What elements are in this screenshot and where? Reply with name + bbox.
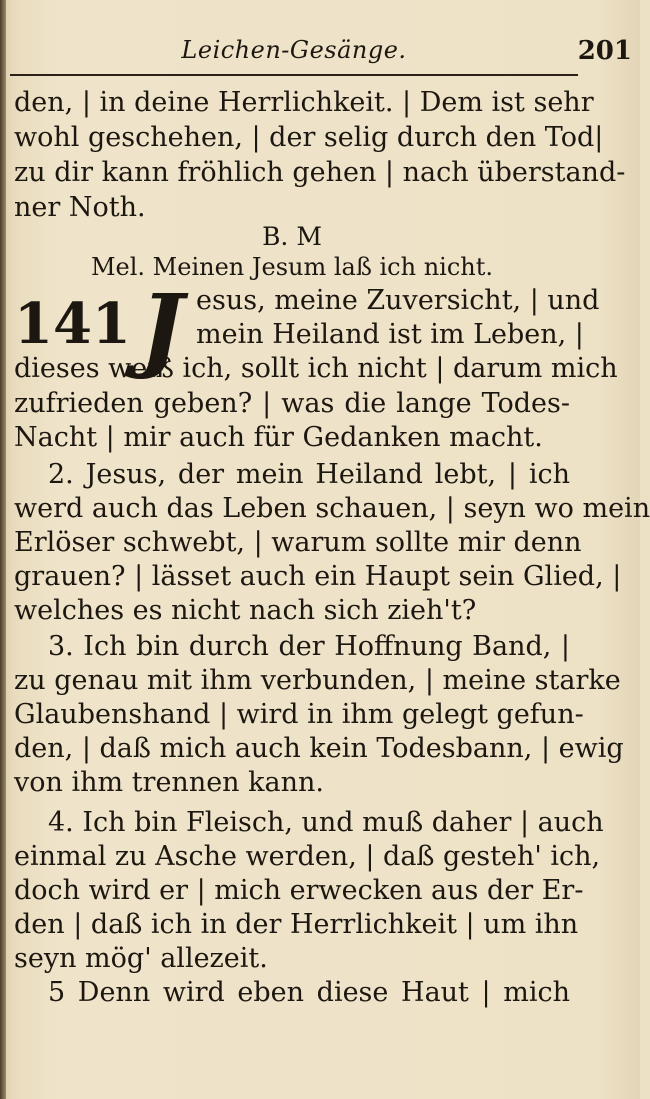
verse-line: Erlöser schwebt, | warum sollte mir denn — [14, 527, 582, 558]
verse-line: grauen? | lässet auch ein Haupt sein Glied, | — [14, 561, 622, 592]
text-line: esus, meine Zuversicht, | und — [196, 285, 600, 316]
text-line: zu dir kann fröhlich gehen | nach überstand- — [14, 157, 626, 188]
running-title: Leichen-Gesänge. — [181, 36, 407, 64]
hymn-number: 141 — [14, 291, 131, 357]
verse-line: 2. Jesus, der mein Heiland lebt, | ich — [48, 459, 570, 490]
verse-line: Glaubenshand | wird in ihm gelegt gefun- — [14, 699, 584, 730]
text-line: dieses weiß ich, sollt ich nicht | darum mich — [14, 353, 618, 384]
verse-line: 5 Denn wird eben diese Haut | mich — [48, 977, 570, 1008]
verse-line: 3. Ich bin durch der Hoffnung Band, | — [48, 631, 570, 662]
verse-line: 4. Ich bin Fleisch, und muß daher | auch — [48, 807, 604, 838]
text-line: Nacht | mir auch für Gedanken macht. — [14, 422, 543, 453]
text-line: den, | in deine Herrlichkeit. | Dem ist sehr — [14, 87, 594, 118]
melody-line: Mel. Meinen Jesum laß ich nicht. — [90, 253, 494, 281]
verse-line: den | daß ich in der Herrlichkeit | um ihn — [14, 909, 579, 940]
author-attribution: B. M — [262, 222, 322, 251]
verse-line: seyn mög' allezeit. — [14, 943, 268, 974]
verse-line: doch wird er | mich erwecken aus der Er- — [14, 875, 584, 906]
verse-line: zu genau mit ihm verbunden, | meine starke — [14, 665, 621, 696]
text-line: ner Noth. — [14, 192, 146, 223]
verse-line: welches es nicht nach sich zieh't? — [14, 595, 477, 626]
verse-line: einmal zu Asche werden, | daß gesteh' ich, — [14, 841, 601, 872]
verse-line: den, | daß mich auch kein Todesbann, | ewig — [14, 733, 624, 764]
page-number: 201 — [577, 36, 632, 66]
text-line: zufrieden geben? | was die lange Todes- — [14, 388, 570, 419]
verse-line: von ihm trennen kann. — [14, 767, 324, 798]
page-header — [14, 30, 632, 74]
text-line: wohl geschehen, | der selig durch den Tod| — [14, 122, 604, 153]
book-spine-edge — [0, 0, 6, 1099]
verse-line: werd auch das Leben schauen, | seyn wo mein — [14, 493, 650, 524]
text-line: mein Heiland ist im Leben, | — [196, 319, 584, 350]
drop-cap: J — [140, 274, 184, 382]
header-rule — [10, 74, 578, 76]
